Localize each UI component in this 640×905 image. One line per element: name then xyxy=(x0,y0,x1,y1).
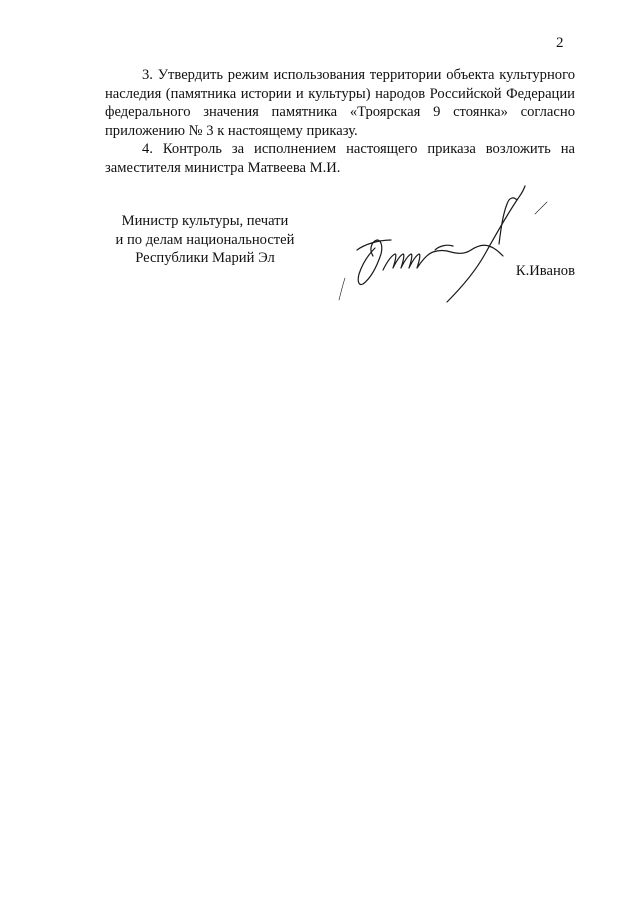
signatory-name: К.Иванов xyxy=(515,263,575,279)
paragraph-item-4: 4. Контроль за исполнением настоящего приказа возложить на заместителя министра Матвеева М.И. xyxy=(105,141,575,176)
signatory-position xyxy=(105,212,305,268)
paragraph-item-3: 3. Утвердить режим использования территории объекта культурного наследия (памятника истории и культуры) народов Российской Федерации федерального значения памятника «Троярская 9 стоянка» согласно приложению № 3 к настоящему приказу. xyxy=(105,67,575,139)
signature-block xyxy=(105,212,575,322)
signatory-position-line: и по делам национальностей xyxy=(115,231,295,248)
page-number: 2 xyxy=(556,35,564,51)
handwritten-signature xyxy=(335,184,555,314)
signatory-position-line: Республики Марий Эл xyxy=(135,250,275,267)
signatory-position-line: Министр культуры, печати xyxy=(121,213,289,229)
document-body xyxy=(105,66,575,178)
